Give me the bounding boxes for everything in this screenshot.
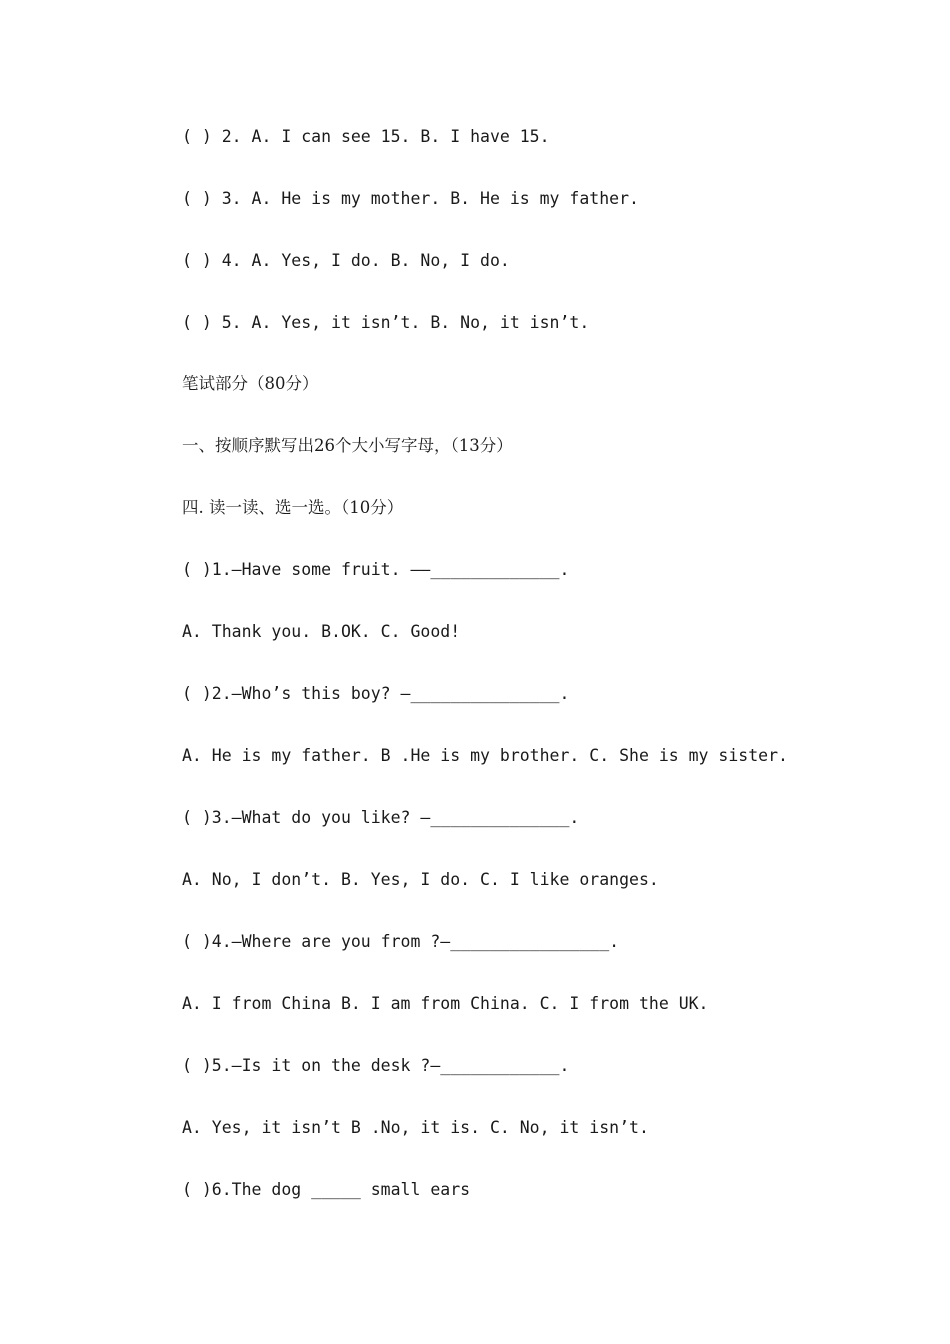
question-6: ( )6.The dog _____ small ears: [182, 1180, 471, 1199]
question-3: ( )3.—What do you like? —______________.: [182, 808, 580, 827]
written-section-heading: 笔试部分（80分）: [182, 374, 319, 393]
listening-item-5: ( ) 5. A. Yes, it isn’t. B. No, it isn’t.: [182, 313, 590, 332]
section-one-heading: 一、按顺序默写出26个大小写字母，（13分）: [182, 436, 513, 455]
question-3-options: A. No, I don’t. B. Yes, I do. C. I like oranges.: [182, 870, 659, 889]
listening-item-2: ( ) 2. A. I can see 15. B. I have 15.: [182, 127, 550, 146]
listening-item-3: ( ) 3. A. He is my mother. B. He is my father.: [182, 189, 639, 208]
section-four-heading: 四. 读一读、选一选。（10分）: [182, 498, 404, 517]
question-1-options: A. Thank you. B.OK. C. Good!: [182, 622, 461, 641]
question-5-options: A. Yes, it isn’t B .No, it is. C. No, it isn’t.: [182, 1118, 649, 1137]
listening-item-4: ( ) 4. A. Yes, I do. B. No, I do.: [182, 251, 510, 270]
question-2: ( )2.—Who’s this boy? —_______________.: [182, 684, 570, 703]
question-2-options: A. He is my father. B .He is my brother. C. She is my sister.: [182, 746, 788, 765]
question-5: ( )5.—Is it on the desk ?—____________.: [182, 1056, 570, 1075]
question-4: ( )4.—Where are you from ?—________________.: [182, 932, 620, 951]
question-1: ( )1.—Have some fruit. ——_____________.: [182, 560, 570, 579]
question-4-options: A. I from China B. I am from China. C. I from the UK.: [182, 994, 709, 1013]
